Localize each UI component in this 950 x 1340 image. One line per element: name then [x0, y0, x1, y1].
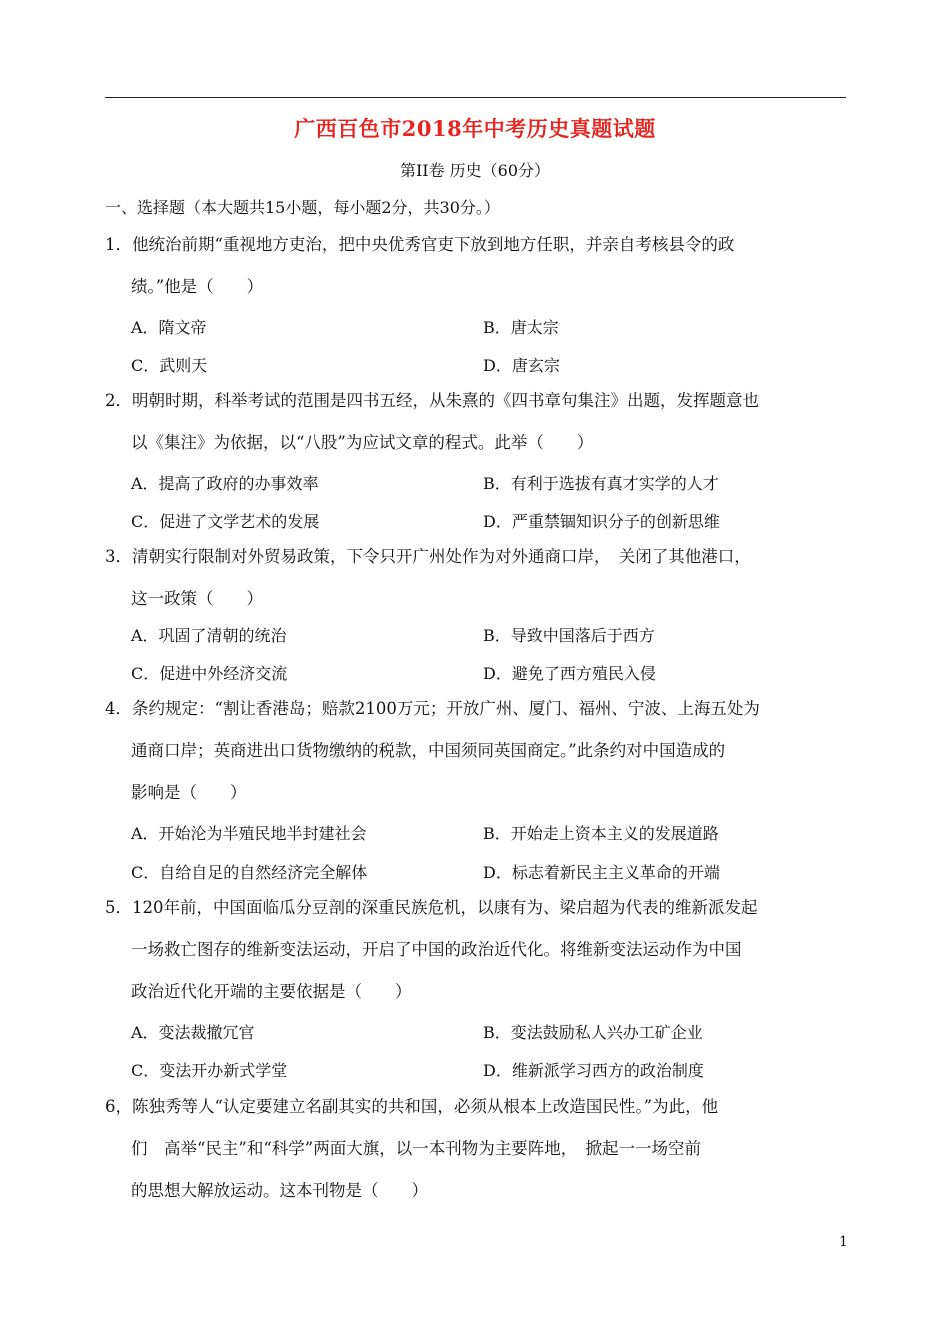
option-c: C．促进中外经济交流 [131, 664, 288, 683]
page-title: 广西百色市2018年中考历史真题试题 [294, 116, 656, 141]
question-text-line: 5．120年前，中国面临瓜分豆剖的深重民族危机，以康有为、梁启超为代表的维新派发起 [105, 898, 758, 917]
option-b: B．开始走上资本主义的发展道路 [483, 824, 719, 843]
question-text-line: 3．清朝实行限制对外贸易政策，下令只开广州处作为对外通商口岸， 关闭了其他港口， [105, 547, 751, 566]
option-c: C．促进了文学艺术的发展 [131, 512, 320, 531]
question-text-line: 一场救亡图存的维新变法运动，开启了中国的政治近代化。将维新变法运动作为中国 [131, 940, 742, 959]
option-d: D．避免了西方殖民入侵 [483, 664, 656, 683]
question-text-line: 这一政策（ ） [131, 589, 263, 608]
question-5 [105, 887, 850, 1013]
option-d: D．严重禁锢知识分子的创新思维 [483, 512, 720, 531]
option-c: C．变法开办新式学堂 [131, 1061, 288, 1080]
question-text-line: 2．明朝时期，科举考试的范围是四书五经，从朱熹的《四书章句集注》出题，发挥题意也 [105, 391, 759, 410]
question-6 [105, 1086, 850, 1212]
question-text-line: 6，陈独秀等人“认定要建立名副其实的共和国，必须从根本上改造国民性。”为此，他 [105, 1097, 719, 1116]
question-text-line: 以《集注》为依据，以“八股”为应试文章的程式。此举（ ） [131, 433, 594, 452]
page-subtitle: 第II卷 历史（60分） [399, 161, 551, 180]
question-1 [105, 224, 850, 308]
option-a: A．巩固了清朝的统治 [131, 626, 287, 645]
option-b: B．导致中国落后于西方 [483, 626, 655, 645]
question-text-line: 的思想大解放运动。这本刊物是（ ） [131, 1181, 428, 1200]
option-a: A．隋文帝 [131, 318, 207, 337]
option-d: D．标志着新民主主义革命的开端 [483, 863, 720, 882]
question-2 [105, 380, 850, 464]
option-a: A．提高了政府的办事效率 [131, 474, 319, 493]
section-heading: 一、选择题（本大题共15小题，每小题2分，共30分。） [105, 198, 500, 217]
question-3 [105, 536, 850, 620]
question-text-line: 通商口岸；英商进出口货物缴纳的税款，中国须同英国商定。”此条约对中国造成的 [131, 741, 726, 760]
option-d: D．维新派学习西方的政治制度 [483, 1061, 704, 1080]
question-text-line: 们 高举“民主”和“科学”两面大旗，以一本刊物为主要阵地， 掀起一一场空前 [131, 1139, 701, 1158]
question-text-line: 4．条约规定：“割让香港岛；赔款2100万元；开放广州、厦门、福州、宁波、上海五处为 [105, 699, 760, 718]
header-rule [105, 97, 846, 98]
question-text-line: 政治近代化开端的主要依据是（ ） [131, 982, 412, 1001]
option-c: C．武则天 [131, 356, 208, 375]
question-text-line: 1．他统治前期“重视地方吏治，把中央优秀官吏下放到地方任职，并亲自考核县令的政 [105, 235, 735, 254]
option-a: A．变法裁撤冗官 [131, 1023, 255, 1042]
option-a: A．开始沦为半殖民地半封建社会 [131, 824, 367, 843]
option-b: B．变法鼓励私人兴办工矿企业 [483, 1023, 703, 1042]
question-4 [105, 688, 850, 814]
question-text-line: 绩。”他是（ ） [131, 277, 264, 296]
page-number: 1 [839, 1234, 848, 1250]
question-text-line: 影响是（ ） [131, 783, 247, 802]
option-b: B．唐太宗 [483, 318, 559, 337]
option-b: B．有利于选拔有真才实学的人才 [483, 474, 719, 493]
option-c: C．自给自足的自然经济完全解体 [131, 863, 368, 882]
option-d: D．唐玄宗 [483, 356, 560, 375]
